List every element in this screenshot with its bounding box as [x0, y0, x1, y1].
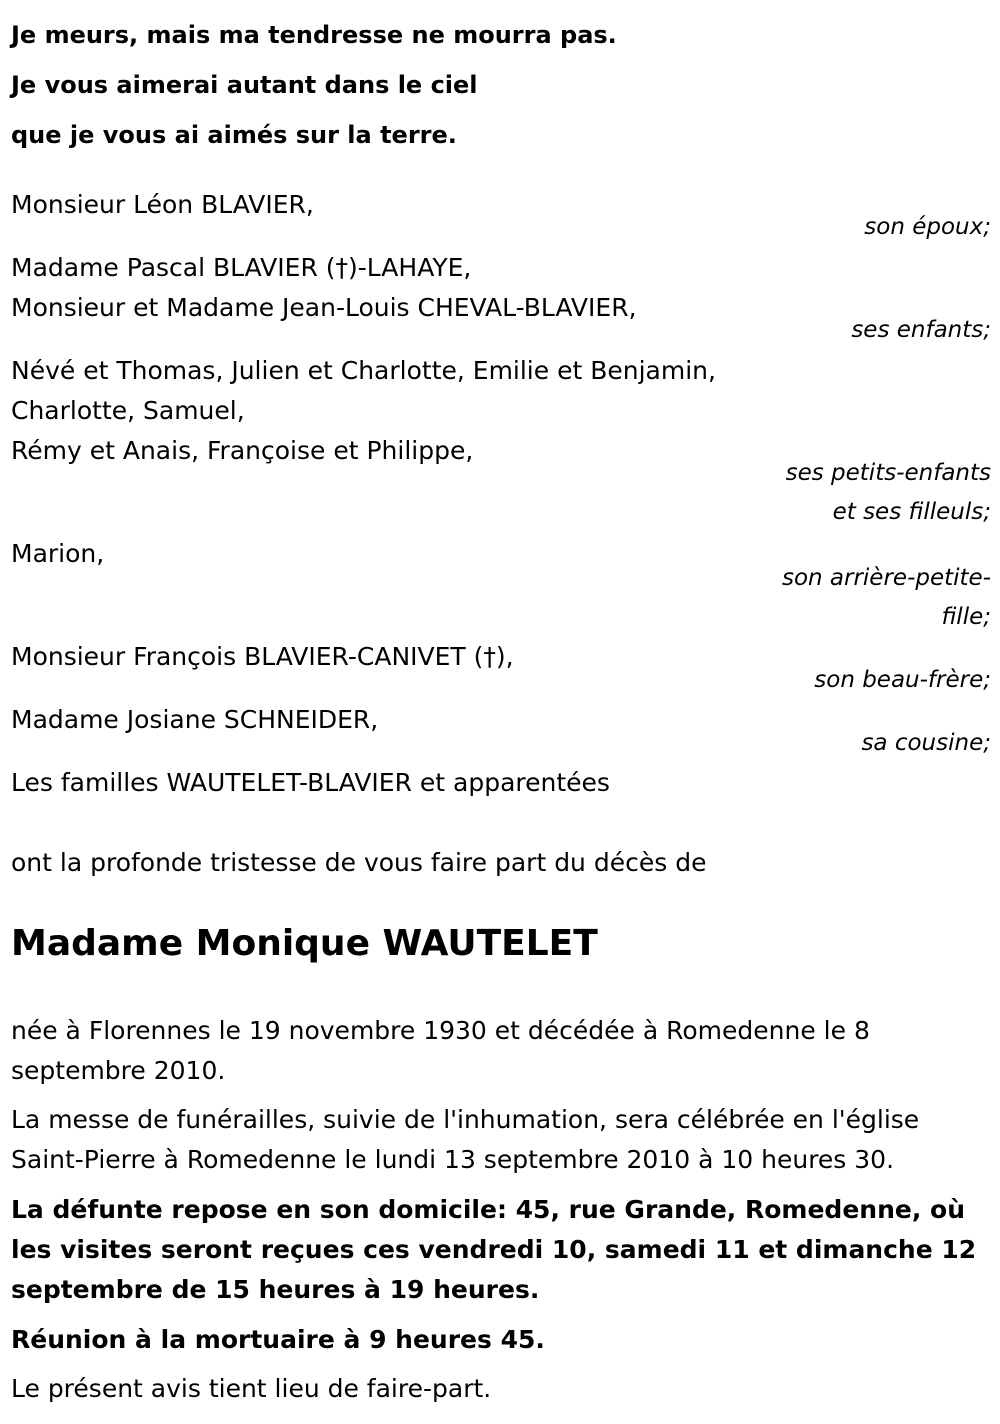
family-relation-line: et ses filleuls;: [832, 499, 991, 525]
family-entry-families: [11, 763, 991, 803]
family-relation-line: sa cousine;: [861, 730, 991, 756]
poem-line: Je meurs, mais ma tendresse ne mourra pas.: [11, 21, 617, 49]
notice-closing: Le présent avis tient lieu de faire-part.: [11, 1374, 492, 1403]
family-names: Madame Josiane SCHNEIDER,: [11, 705, 379, 734]
family-relation-line: ses petits-enfants: [785, 460, 991, 486]
family-entry-brother-in-law: [11, 637, 991, 693]
family-relation-line: ses enfants;: [851, 317, 991, 343]
family-entry-grandchildren: [11, 351, 991, 525]
family-entry-cousin: [11, 700, 991, 756]
poem-line: Je vous aimerai autant dans le ciel: [11, 71, 478, 99]
family-names: Charlotte, Samuel,: [11, 396, 245, 425]
family-names: Rémy et Anais, Françoise et Philippe,: [11, 436, 474, 465]
family-entry-spouse: [11, 185, 991, 240]
family-relation: [782, 559, 991, 637]
family-relation: [786, 454, 991, 532]
meeting-details: Réunion à la mortuaire à 9 heures 45.: [11, 1325, 545, 1354]
family-names: Névé et Thomas, Julien et Charlotte, Emilie et Benjamin,: [11, 356, 716, 385]
family-entry-children: [11, 248, 991, 343]
family-names: Marion,: [11, 539, 105, 568]
family-relation-line: son époux;: [864, 214, 991, 240]
family-relation-line: son beau-frère;: [814, 667, 991, 693]
family-names: Madame Pascal BLAVIER (†)-LAHAYE,: [11, 253, 472, 282]
family-names: Monsieur et Madame Jean-Louis CHEVAL-BLAVIER,: [11, 293, 637, 322]
poem-line: que je vous ai aimés sur la terre.: [11, 121, 457, 149]
family-names: Monsieur Léon BLAVIER,: [11, 190, 314, 219]
family-names: Les familles WAUTELET-BLAVIER et apparentées: [11, 768, 610, 797]
announcement: ont la profonde tristesse de vous faire part du décès de: [11, 848, 707, 877]
family-relation: [851, 311, 991, 350]
poem: [11, 0, 991, 160]
deceased-name: Madame Monique WAUTELET: [11, 923, 598, 964]
family-relation: [814, 661, 991, 700]
family-names: Monsieur François BLAVIER-CANIVET (†),: [11, 642, 514, 671]
family-relation-line: son arrière-petite-: [781, 565, 991, 591]
family-entry-great-grandchild: [11, 534, 991, 630]
family-relation-line: fille;: [941, 604, 991, 630]
visitation-details: La défunte repose en son domicile: 45, rue Grande, Romedenne, où les visites seront reçues ces vendredi 10, samedi 11 et dimanche 12 septembre de 15 heures à 19 heures.: [11, 1195, 977, 1304]
family-relation: [864, 208, 991, 247]
birth-death-details: née à Florennes le 19 novembre 1930 et décédée à Romedenne le 8 septembre 2010.: [11, 1016, 870, 1085]
obituary-notice: [11, 0, 991, 1403]
funeral-mass-details: La messe de funérailles, suivie de l'inhumation, sera célébrée en l'église Saint-Pierre à Romedenne le lundi 13 septembre 2010 à 10 heures 30.: [11, 1105, 920, 1174]
family-relation: [861, 724, 991, 763]
